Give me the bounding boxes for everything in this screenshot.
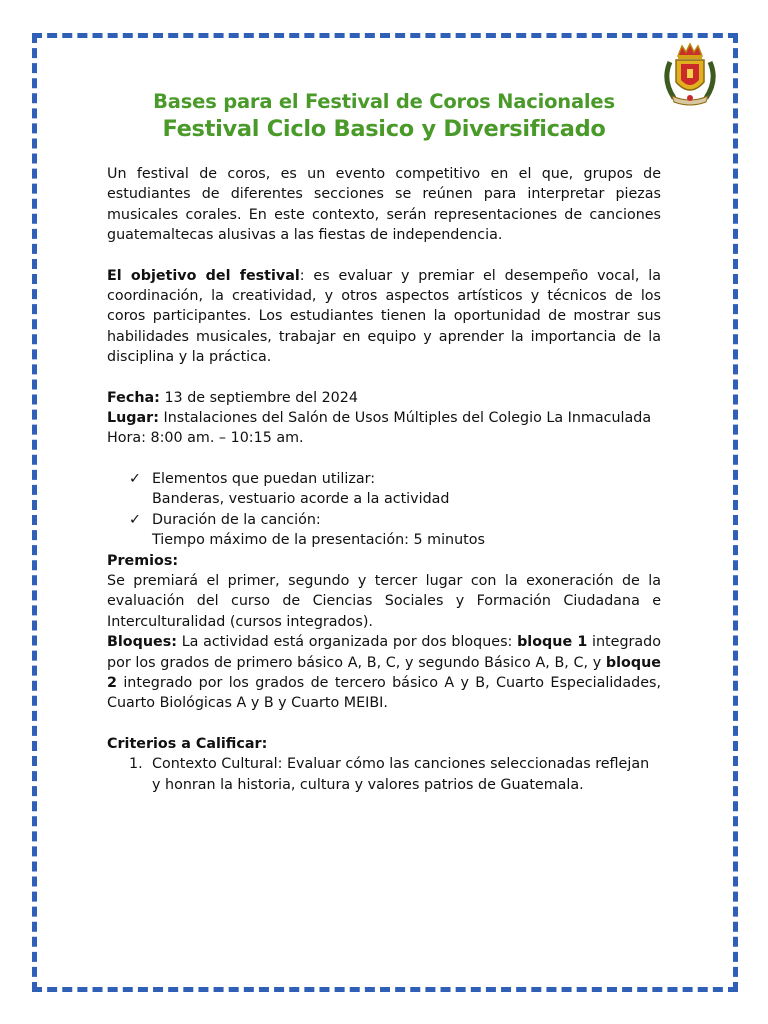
- objective-text: : es evaluar y premiar el desempeño vocal, la coordinación, la creatividad, y otros aspectos artísticos y técnicos de los coros participantes. Los estudiantes tienen la oportunidad de mostrar sus habilidades musicales, trabajar en equipo y aprender la importancia de la disciplina y la práctica.: [107, 267, 661, 366]
- checklist-item: [107, 510, 661, 530]
- document-subtitle: Festival Ciclo Basico y Diversificado: [162, 116, 606, 142]
- objective-paragraph: [107, 266, 661, 368]
- bloques-text: integrado por los grados de tercero básico A y B, Cuarto Especialidades, Cuarto Biológicas A y B y Cuarto MEIBI.: [107, 674, 661, 712]
- bloques-label: Bloques:: [107, 634, 177, 651]
- lugar-label: Lugar:: [107, 410, 159, 427]
- checklist-item: [107, 469, 661, 489]
- bloques-text: La actividad está organizada por dos bloques:: [176, 634, 518, 651]
- bloque-2-label: bloque 2: [107, 654, 661, 691]
- hora-line: Hora: 8:00 am. – 10:15 am.: [107, 430, 304, 447]
- checkmark-icon: ✓: [129, 470, 141, 487]
- checklist-detail: Banderas, vestuario acorde a la actividad: [152, 491, 450, 508]
- premios-heading: [107, 551, 661, 571]
- checklist-title: Elementos que puedan utilizar:: [152, 470, 376, 487]
- premios-label: Premios:: [107, 552, 179, 569]
- document-title: Bases para el Festival de Coros Nacionales: [153, 90, 615, 113]
- premios-paragraph: Se premiará el primer, segundo y tercer lugar con la exoneración de la evaluación del curso de Ciencias Sociales y Formación Ciudadana e Interculturalidad (cursos integrados).: [107, 572, 661, 630]
- checklist-title: Duración de la canción:: [152, 511, 321, 528]
- checklist-detail: Tiempo máximo de la presentación: 5 minutos: [152, 532, 485, 549]
- bloques-text: integrado por los grados de primero básico A, B, C, y segundo Básico A, B, C, y: [107, 634, 661, 671]
- bloques-paragraph: [107, 632, 661, 714]
- fecha-line: [107, 388, 661, 408]
- fecha-label: Fecha:: [107, 389, 160, 406]
- fecha-value: 13 de septiembre del 2024: [159, 389, 358, 406]
- objective-label: El objetivo del festival: [107, 267, 300, 284]
- criterios-label: Criterios a Calificar:: [107, 735, 268, 752]
- checkmark-icon: ✓: [129, 511, 141, 528]
- intro-paragraph: Un festival de coros, es un evento competitivo en el que, grupos de estudiantes de diferentes secciones se reúnen para interpretar piezas musicales corales. En este contexto, serán representaciones de canciones guatemaltecas alusivas a las fiestas de independencia.: [107, 166, 661, 244]
- lugar-value: Instalaciones del Salón de Usos Múltiples del Colegio La Inmaculada: [158, 410, 652, 427]
- criterios-heading: [107, 734, 661, 754]
- document-body: [107, 164, 661, 795]
- criterio-item: [107, 754, 661, 795]
- bloque-1-label: bloque 1: [517, 634, 588, 651]
- criterio-text: Contexto Cultural: Evaluar cómo las canciones seleccionadas reflejan y honran la historia, cultura y valores patrios de Guatemala.: [152, 756, 650, 793]
- lugar-line: [107, 408, 661, 428]
- criterio-number: 1.: [129, 756, 143, 773]
